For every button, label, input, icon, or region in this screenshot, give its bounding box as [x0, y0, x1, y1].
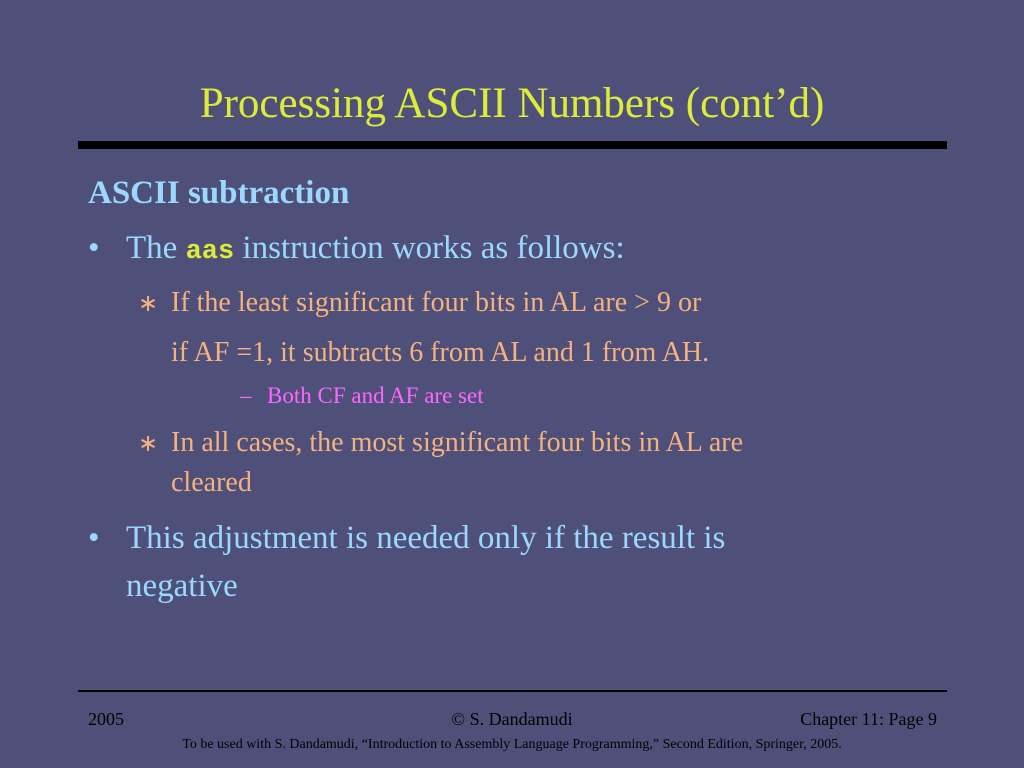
asterisk-icon: ∗ — [138, 289, 159, 317]
footer-author: © S. Dandamudi — [451, 709, 573, 729]
bullet-line-1: This adjustment is needed only if the result is — [126, 520, 726, 556]
dash-icon: – — [240, 383, 252, 408]
sub-item-line-2: if AF =1, it subtracts 6 from AL and 1 from AH. — [171, 337, 710, 368]
bullet-suffix: instruction works as follows: — [234, 230, 625, 266]
bullet-line-2: negative — [126, 568, 238, 604]
sub-item-line-2: cleared — [171, 467, 252, 498]
sub-sub-item-text: Both CF and AF are set — [267, 383, 484, 408]
slide-title: Processing ASCII Numbers (cont’d) — [199, 80, 825, 127]
sub-item-line-1: If the least significant four bits in AL are > 9 or — [171, 287, 702, 318]
section-heading: ASCII subtraction — [88, 175, 350, 211]
bullet-prefix: The — [126, 230, 186, 266]
sub-item-line-1: In all cases, the most significant four bits in AL are — [171, 427, 744, 458]
asterisk-icon: ∗ — [138, 429, 159, 457]
footer-divider — [78, 690, 947, 692]
bullet-icon: • — [88, 520, 100, 556]
title-divider — [78, 141, 947, 149]
footer-year: 2005 — [88, 709, 124, 729]
footer-citation: To be used with S. Dandamudi, “Introduction to Assembly Language Programming,” Second Edition, Springer, 2005. — [182, 737, 842, 752]
instruction-code: aas — [185, 237, 235, 267]
footer-page-number: Chapter 11: Page 9 — [800, 709, 937, 729]
bullet-text — [126, 225, 625, 275]
bullet-icon: • — [88, 230, 100, 266]
